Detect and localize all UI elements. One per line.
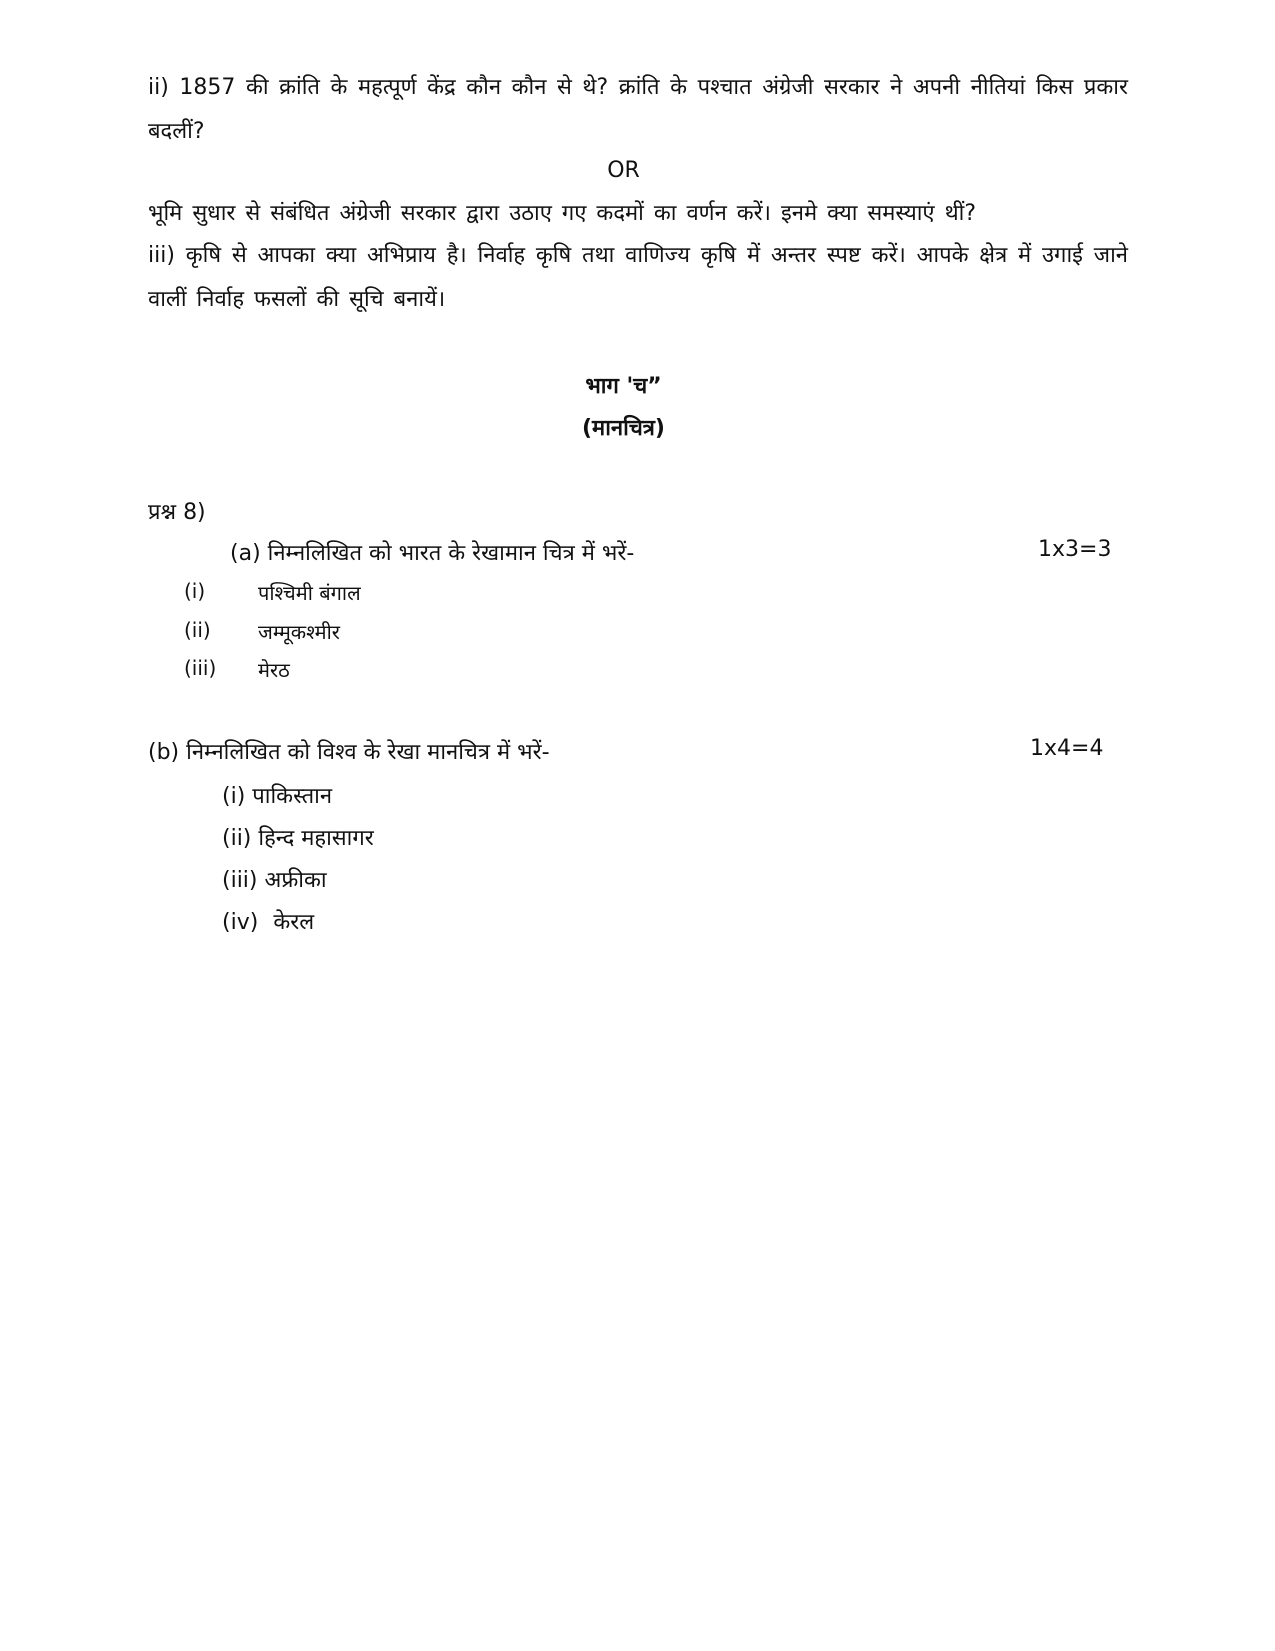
part-b-item-3-num: (iii) — [222, 868, 258, 893]
part-b-item-1-text: पाकिस्तान — [252, 784, 333, 809]
section-title-text: भाग 'च” — [585, 374, 662, 399]
or-label: OR — [607, 158, 640, 183]
part-b-item-3 — [222, 864, 327, 894]
part-b-item-4-text: केरल — [273, 910, 315, 935]
section-title — [0, 370, 1275, 400]
part-b-item-3-text: अफ्रीका — [264, 868, 327, 893]
part-b-item-4 — [222, 906, 314, 936]
or-separator — [0, 158, 1275, 183]
part-a-item-1-num: (i) — [184, 579, 206, 603]
part-b-item-4-num: (iv) — [222, 910, 259, 935]
question-ii: ii) 1857 की क्रांति के महत्पूर्ण केंद्र कौन कौन से थे? क्रांति के पश्चात अंग्रेजी सरकार ने अपनी नीतियां किस प्रकार बदलीं? — [148, 75, 1128, 144]
part-a-item-2-num: (ii) — [184, 618, 211, 642]
part-b-marks: 1x4=4 — [1030, 736, 1104, 761]
part-a-item-3-num: (iii) — [184, 656, 217, 680]
section-subtitle-text: (मानचित्र) — [582, 416, 665, 441]
part-b-item-1 — [222, 780, 332, 810]
part-b-item-2-text: हिन्द महासागर — [258, 826, 374, 851]
question-ii-alternate: भूमि सुधार से संबंधित अंग्रेजी सरकार द्वारा उठाए गए कदमों का वर्णन करें। इनमे क्या समस्याएं थीं? — [148, 201, 977, 226]
part-b-item-1-num: (i) — [222, 784, 246, 809]
part-b-item-2-num: (ii) — [222, 826, 252, 851]
part-b-instruction: (b) निम्नलिखित को विश्व के रेखा मानचित्र में भरें- — [148, 740, 550, 765]
part-a-instruction: (a) निम्नलिखित को भारत के रेखामान चित्र में भरें- — [230, 541, 635, 566]
question-iii: iii) कृषि से आपका क्या अभिप्राय है। निर्वाह कृषि तथा वाणिज्य कृषि में अन्तर स्पष्ट करें। आपके क्षेत्र में उगाई जाने वालीं निर्वाह फसलों की सूचि बनायें। — [148, 243, 1128, 312]
question-8-label: प्रश्न 8) — [148, 500, 206, 525]
part-b-item-2 — [222, 822, 374, 852]
part-a-item-3-text: मेरठ — [258, 658, 290, 682]
part-a-item-1-text: पश्चिमी बंगाल — [258, 581, 361, 605]
section-subtitle — [0, 412, 1275, 442]
part-a-item-2-text: जम्मूकश्मीर — [258, 620, 340, 644]
part-a-marks: 1x3=3 — [1038, 537, 1112, 562]
